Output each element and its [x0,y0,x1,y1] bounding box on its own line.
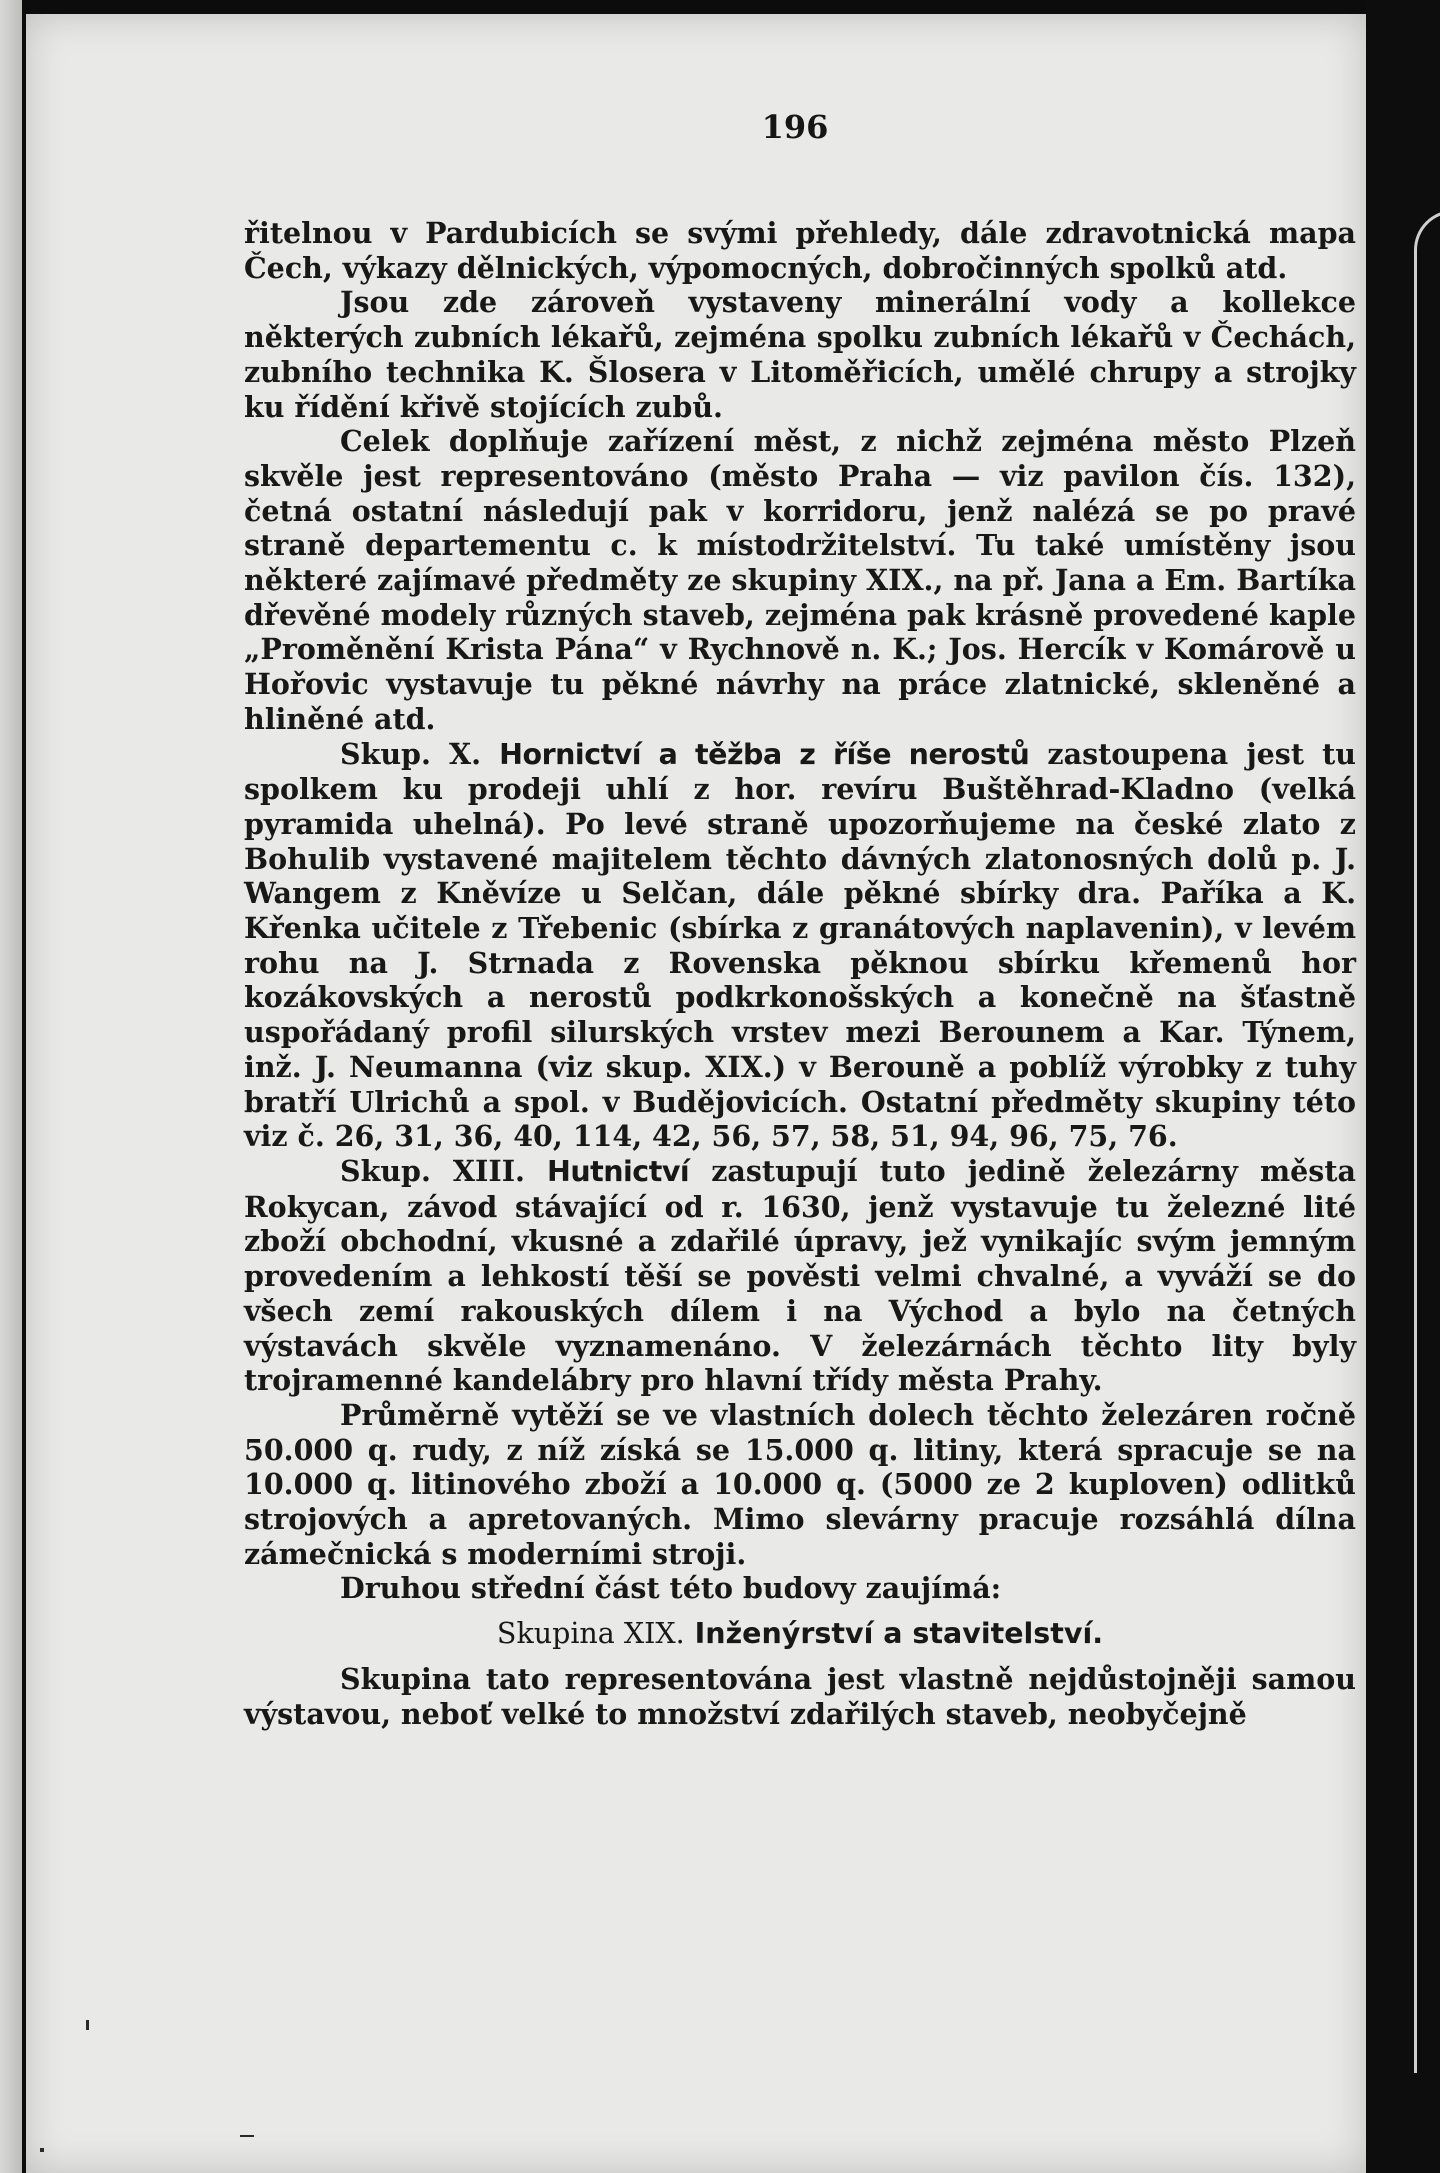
section-heading-title: Inženýrství a stavitelství. [694,1617,1104,1651]
page-edge-left [0,0,22,2173]
body-text [244,216,1356,1731]
group-x-label: Skup. X. [340,736,482,771]
paragraph-5 [244,1154,1356,1398]
facing-page-edge [1366,0,1440,2173]
paragraph-1: řitelnou v Pardubicích se svými přehledy, dále zdravotnická mapa Čech, výkazy dělnických, výpomocných, dobročinných spolků atd. [244,216,1356,285]
group-xiii-text: zastupují tuto jedině železárny města Rokycan, závod stávající od r. 1630, jenž vystavuje tu železné lité zboží obchodní, vkusné a zdařilé úpravy, jež vynikajíc svým jemným provedením a lehkostí těší se pověsti velmi chvalné, a vyváží se do všech zemí rakouských dílem i na Východ a bylo na četných výstavách skvěle vyznamenáno. V železárnách těchto lity byly trojramenné kandelábry pro hlavní třídy města Prahy. [244,1153,1356,1398]
paragraph-7: Druhou střední část této budovy zaujímá: [340,1571,1002,1606]
paragraph-3: Celek doplňuje zařízení měst, z nichž zejména město Plzeň skvěle jest representováno (město Praha — viz pavilon čís. 132), četná ostatní následují pak v korridoru, jenž nalézá se po pravé straně departementu c. k místodržitelství. Tu také umístěny jsou některé zajímavé předměty ze skupiny XIX., na př. Jana a Em. Bartíka dřevěné modely různých staveb, zejména pak krásně provedené kaple „Proměnění Krista Pána“ v Rychnově n. K.; Jos. Hercík v Komárově u Hořovic vystavuje tu pěkné návrhy na práce zlatnické, skleněné a hliněné atd. [244,424,1356,736]
paragraph-8: Skupina tato representována jest vlastně nejdůstojněji samou výstavou, neboť velké to množství zdařilých staveb, neobyčejně [244,1661,1356,1731]
section-heading-label: Skupina XIX. [496,1617,685,1651]
group-x-title: Hornictví a těžba z říše nerostů [499,737,1030,771]
group-xiii-title: Hutnictví [546,1154,690,1188]
paragraph-4 [244,737,1356,1154]
margin-speck [240,2135,254,2137]
margin-speck [40,2148,44,2152]
group-xiii-label: Skup. XIII. [340,1153,525,1188]
page-number: 196 [761,108,829,146]
margin-speck [86,2020,89,2030]
group-x-text: zastoupena jest tu spolkem ku prodeji uhlí z hor. revíru Buštěhrad-Kladno (velká pyramida uhelná). Po levé straně upozorňujeme na české zlato z Bohulib vystavené majitelem těchto dávných zlatonosných dolů p. J. Wangem z Kněvíze u Selčan, dále pěkné sbírky dra. Paříka a K. Křenka učitele z Třebenic (sbírka z granátových naplavenin), v levém rohu na J. Strnada z Rovenska pěknou sbírku křemenů hor kozákovských a nerostů podkrkonošských a konečně na šťastně uspořádaný profil silurských vrstev mezi Berounem a Kar. Týnem, inž. J. Neumanna (viz skup. XIX.) v Berouně a poblíž výrobky z tuhy bratří Ulrichů a spol. v Budějovicích. Ostatní předměty skupiny této viz č. 26, 31, 36, 40, 114, 42, 56, 57, 58, 51, 94, 96, 75, 76. [244,736,1356,1154]
facing-page-curve [1414,210,1440,2073]
paragraph-6: Průměrně vytěží se ve vlastních dolech těchto železáren ročně 50.000 q. rudy, z níž získá se 15.000 q. litiny, která spracuje se na 10.000 q. litinového zboží a 10.000 q. (5000 ze 2 kuploven) odlitků strojových a apretovaných. Mimo slevárny pracuje rozsáhlá dílna zámečnická s moderními stroji. [244,1397,1356,1571]
section-heading [244,1616,1356,1652]
paragraph-2: Jsou zde zároveň vystaveny minerální vody a kollekce některých zubních lékařů, zejména spolku zubních lékařů v Čechách, zubního technika K. Šlosera v Litoměřicích, umělé chrupy a strojky ku řídění křivě stojících zubů. [244,285,1356,424]
